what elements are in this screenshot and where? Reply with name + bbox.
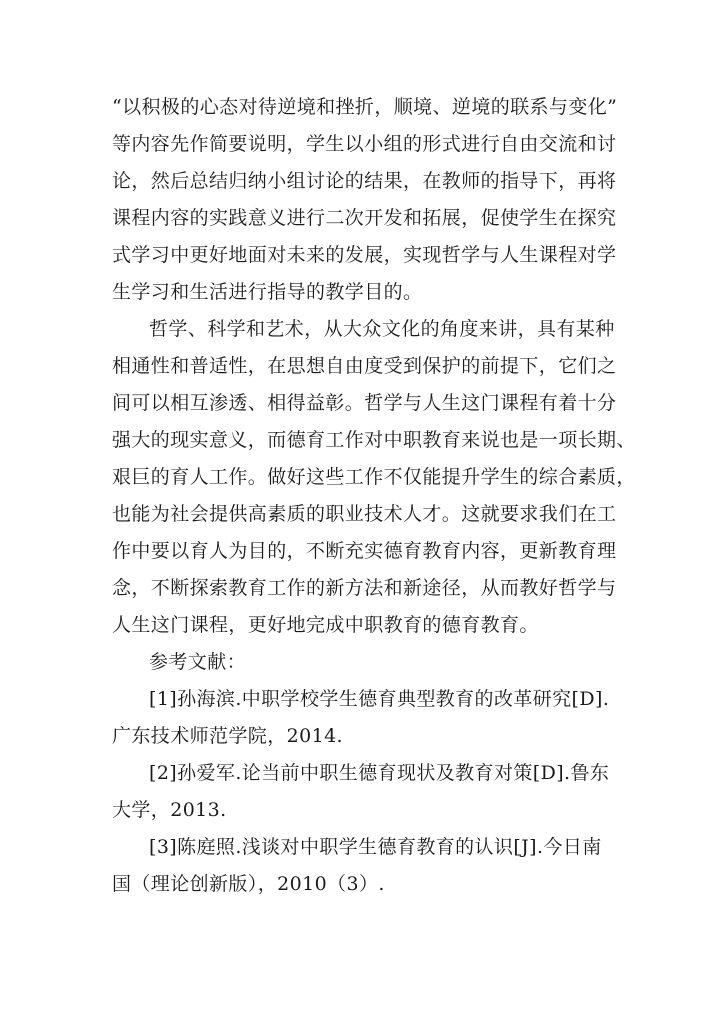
paragraph-line: 论，然后总结归纳小组讨论的结果，在教师的指导下，再将 xyxy=(112,170,617,192)
reference-line: [2]孙爱军.论当前中职生德育现状及教育对策[D].鲁东 xyxy=(149,762,610,784)
reference-line: 广东技术师范学院，2014. xyxy=(112,725,343,747)
paragraph-line: 相通性和普适性，在思想自由度受到保护的前提下，它们之 xyxy=(112,355,617,377)
paragraph-line: 哲学、科学和艺术，从大众文化的角度来讲，具有某种 xyxy=(149,318,615,340)
paragraph-line: 等内容先作简要说明，学生以小组的形式进行自由交流和讨 xyxy=(112,133,617,155)
paragraph-line: 间可以相互渗透、相得益彰。哲学与人生这门课程有着十分 xyxy=(112,392,617,414)
references-heading: 参考文献： xyxy=(149,651,247,673)
paragraph-line: 念，不断探索教育工作的新方法和新途径，从而教好哲学与 xyxy=(112,577,617,599)
paragraph-line: 生学习和生活进行指导的教学目的。 xyxy=(112,281,423,303)
paragraph-line: 式学习中更好地面对未来的发展，实现哲学与人生课程对学 xyxy=(112,244,617,266)
paragraph-line: 课程内容的实践意义进行二次开发和拓展，促使学生在探究 xyxy=(112,207,617,229)
paragraph-line: 也能为社会提供高素质的职业技术人才。这就要求我们在工 xyxy=(112,503,617,525)
paragraph-line: 人生这门课程，更好地完成中职教育的德育教育。 xyxy=(112,614,539,636)
reference-line: [3]陈庭照.浅谈对中职学生德育教育的认识[J].今日南 xyxy=(149,836,602,858)
paragraph-line: 强大的现实意义，而德育工作对中职教育来说也是一项长期、 xyxy=(112,429,636,451)
paragraph-line: 作中要以育人为目的，不断充实德育教育内容，更新教育理 xyxy=(112,540,617,562)
paragraph-line: 艰巨的育人工作。做好这些工作不仅能提升学生的综合素质， xyxy=(112,466,636,488)
reference-line: 大学，2013. xyxy=(112,799,227,821)
paragraph-line: “以积极的心态对待逆境和挫折，顺境、逆境的联系与变化” xyxy=(112,96,618,118)
reference-line: 国（理论创新版），2010（3）. xyxy=(112,873,385,895)
reference-line: [1]孙海滨.中职学校学生德育典型教育的改革研究[D]. xyxy=(149,688,610,710)
